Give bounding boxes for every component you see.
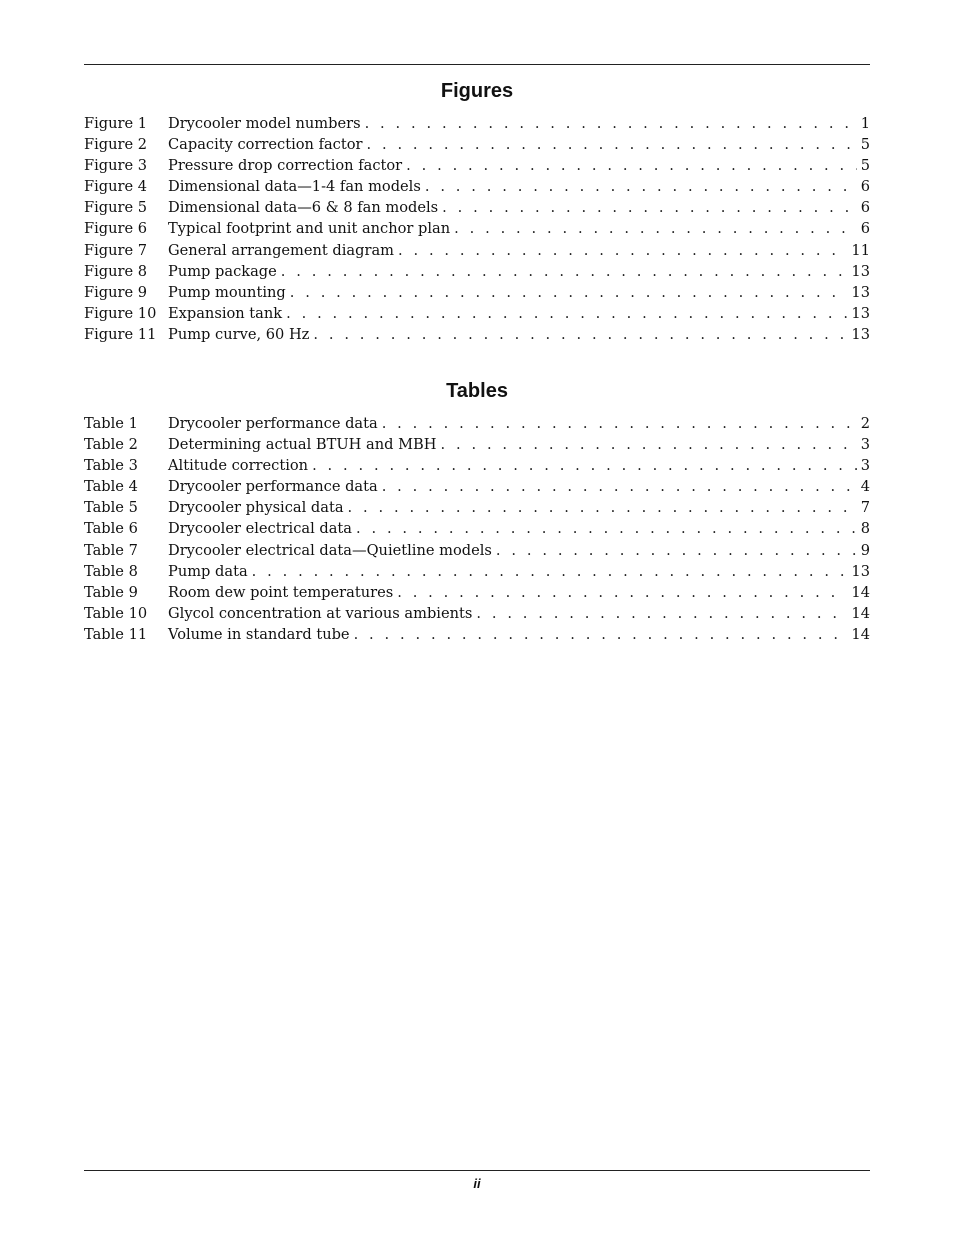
figure-label: Figure 9 — [84, 283, 148, 301]
figure-page: 6 — [860, 199, 870, 217]
figure-label: Figure 1 — [84, 115, 148, 132]
table-entry[interactable] — [84, 518, 870, 539]
dot-leader — [365, 113, 857, 134]
table-page: 14 — [851, 604, 870, 622]
figure-entry[interactable] — [84, 218, 870, 239]
figure-page: 5 — [860, 157, 870, 175]
dot-leader — [382, 413, 857, 434]
table-page: 13 — [851, 562, 870, 580]
dot-leader — [476, 603, 847, 624]
figure-entry[interactable] — [84, 261, 870, 282]
tables-heading: Tables — [446, 380, 508, 402]
table-label: Table 5 — [84, 499, 138, 517]
dot-leader — [348, 497, 857, 518]
table-label: Table 11 — [84, 625, 148, 643]
figure-title: Pump curve, 60 Hz — [168, 325, 310, 343]
table-page: 7 — [860, 499, 870, 517]
figure-label: Figure 11 — [84, 325, 157, 343]
dot-leader — [312, 455, 857, 476]
table-label: Table 6 — [84, 520, 138, 538]
figure-entry[interactable] — [84, 176, 870, 197]
dot-leader — [366, 134, 856, 155]
table-page: 14 — [851, 625, 870, 643]
table-label: Table 4 — [84, 478, 138, 496]
table-title: Drycooler performance data — [168, 415, 378, 432]
table-page: 3 — [860, 457, 870, 475]
dot-leader — [406, 155, 857, 176]
figure-title: Pressure drop correction factor — [168, 157, 403, 175]
figure-page: 11 — [851, 241, 870, 259]
figure-page: 6 — [860, 220, 870, 238]
table-entry[interactable] — [84, 540, 870, 561]
figure-page: 1 — [860, 115, 870, 132]
table-entry[interactable] — [84, 603, 870, 624]
table-title: Room dew point temperatures — [168, 583, 394, 601]
figure-title: Pump package — [168, 262, 277, 280]
figure-label: Figure 6 — [84, 220, 148, 238]
dot-leader — [398, 240, 847, 261]
figure-entry[interactable] — [84, 240, 870, 261]
figure-label: Figure 7 — [84, 241, 148, 259]
table-page: 8 — [860, 520, 870, 538]
table-entry[interactable] — [84, 561, 870, 582]
figure-title: Capacity correction factor — [168, 136, 363, 154]
figure-page: 13 — [851, 304, 870, 322]
dot-leader — [441, 434, 857, 455]
table-title: Drycooler performance data — [168, 478, 378, 496]
figure-entry[interactable] — [84, 113, 870, 134]
figure-page: 5 — [860, 136, 870, 154]
page-number: ii — [473, 1176, 481, 1191]
figure-label: Figure 5 — [84, 199, 148, 217]
table-label: Table 9 — [84, 583, 138, 601]
dot-leader — [382, 476, 857, 497]
table-entry[interactable] — [84, 434, 870, 455]
table-entry[interactable] — [84, 476, 870, 497]
table-label: Table 8 — [84, 562, 138, 580]
dot-leader — [356, 518, 857, 539]
table-entry[interactable] — [84, 624, 870, 645]
table-entry[interactable] — [84, 497, 870, 518]
figure-entry[interactable] — [84, 282, 870, 303]
figure-entry[interactable] — [84, 134, 870, 155]
table-title: Glycol concentration at various ambients — [168, 604, 473, 622]
table-title: Drycooler electrical data — [168, 520, 352, 538]
table-entry[interactable] — [84, 455, 870, 476]
top-rule — [84, 64, 870, 65]
table-page: 9 — [860, 541, 870, 559]
table-entry[interactable] — [84, 413, 870, 434]
table-entry[interactable] — [84, 582, 870, 603]
table-label: Table 2 — [84, 436, 138, 454]
dot-leader — [454, 218, 857, 239]
dot-leader — [354, 624, 848, 645]
dot-leader — [425, 176, 857, 197]
figure-page: 13 — [851, 262, 870, 280]
table-title: Drycooler physical data — [168, 499, 344, 517]
table-title: Altitude correction — [168, 457, 309, 475]
figure-entry[interactable] — [84, 324, 870, 345]
figures-heading: Figures — [440, 80, 514, 102]
table-title: Pump data — [168, 562, 248, 580]
figure-entry[interactable] — [84, 155, 870, 176]
dot-leader — [496, 540, 857, 561]
figure-title: Pump mounting — [168, 283, 286, 301]
figure-title: General arrangement diagram — [168, 241, 394, 259]
dot-leader — [290, 282, 848, 303]
dot-leader — [442, 197, 857, 218]
table-page: 2 — [860, 415, 870, 432]
tables-list — [84, 413, 870, 645]
figure-label: Figure 2 — [84, 136, 148, 154]
table-page: 4 — [860, 478, 870, 496]
figure-title: Typical footprint and unit anchor plan — [168, 220, 451, 238]
table-title: Drycooler electrical data—Quietline models — [168, 541, 492, 559]
table-page: 3 — [860, 436, 870, 454]
figure-title: Expansion tank — [168, 304, 283, 322]
table-title: Determining actual BTUH and MBH — [168, 436, 437, 454]
figure-page: 13 — [851, 325, 870, 343]
figure-title: Drycooler model numbers — [168, 115, 361, 132]
dot-leader — [397, 582, 847, 603]
table-label: Table 7 — [84, 541, 138, 559]
dot-leader — [286, 303, 847, 324]
figure-label: Figure 10 — [84, 304, 157, 322]
figure-entry[interactable] — [84, 303, 870, 324]
figure-title: Dimensional data—1-4 fan models — [168, 178, 421, 196]
figure-label: Figure 4 — [84, 178, 148, 196]
figure-title: Dimensional data—6 & 8 fan models — [168, 199, 439, 217]
figure-page: 13 — [851, 283, 870, 301]
figure-label: Figure 3 — [84, 157, 148, 175]
table-label: Table 10 — [84, 604, 148, 622]
bottom-rule — [84, 1170, 870, 1171]
figures-list — [84, 113, 870, 345]
table-page: 14 — [851, 583, 870, 601]
dot-leader — [313, 324, 847, 345]
figure-entry[interactable] — [84, 197, 870, 218]
table-title: Volume in standard tube — [168, 625, 350, 643]
figure-page: 6 — [860, 178, 870, 196]
table-label: Table 3 — [84, 457, 138, 475]
dot-leader — [281, 261, 848, 282]
dot-leader — [252, 561, 848, 582]
figure-label: Figure 8 — [84, 262, 148, 280]
table-label: Table 1 — [84, 415, 138, 432]
